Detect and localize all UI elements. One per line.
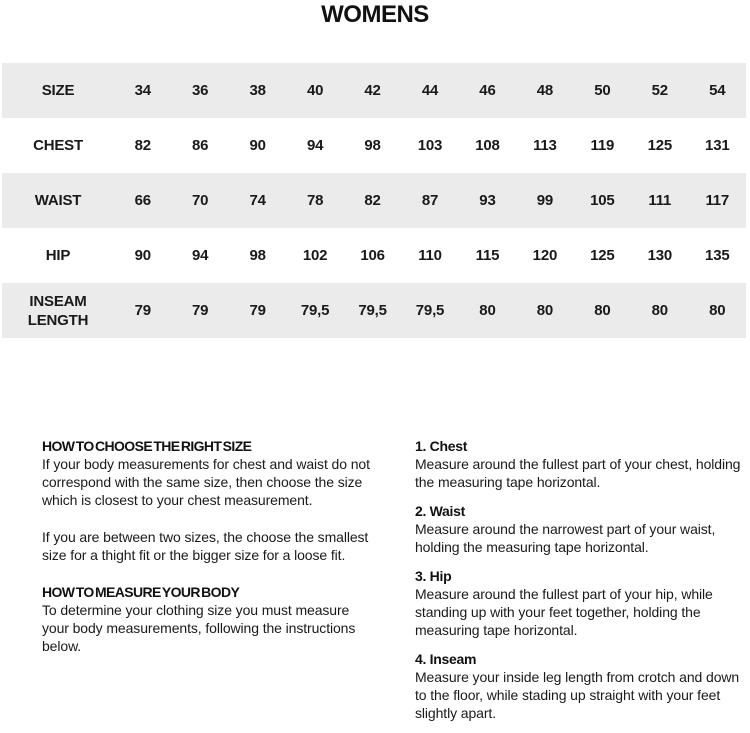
table-cell: 90 bbox=[134, 247, 151, 264]
size-table-body bbox=[2, 63, 746, 338]
table-cell: 48 bbox=[536, 82, 554, 99]
table-cell: 42 bbox=[364, 82, 381, 99]
table-cell: 54 bbox=[709, 82, 726, 99]
table-cell: 115 bbox=[475, 247, 500, 264]
table-cell: 66 bbox=[134, 192, 151, 209]
table-row bbox=[2, 118, 746, 173]
table-cell: 98 bbox=[364, 137, 381, 154]
table-cell: 80 bbox=[651, 302, 668, 319]
table-cell: 80 bbox=[594, 302, 611, 319]
table-cell: 82 bbox=[134, 137, 151, 154]
measure-step-hip bbox=[415, 567, 745, 639]
table-cell: 102 bbox=[302, 247, 328, 264]
table-cell: 74 bbox=[249, 192, 266, 209]
choose-size-paragraph: If your body measurements for chest and waist do not correspond with the same size, then choose the size which is closest to your chest measurement. bbox=[42, 456, 370, 508]
row-label: HIP bbox=[45, 247, 71, 264]
table-cell: 79 bbox=[134, 302, 151, 319]
measure-step-inseam bbox=[415, 650, 745, 722]
measure-steps-column bbox=[415, 437, 745, 733]
row-label: WAIST bbox=[34, 192, 82, 209]
step-body: Measure around the fullest part of your hip, while standing up with your feet together, holding the measuring tape horizontal. bbox=[415, 586, 713, 638]
step-heading: 1. Chest bbox=[415, 438, 468, 454]
table-cell: 86 bbox=[192, 137, 209, 154]
table-cell: 117 bbox=[705, 192, 730, 209]
table-cell: 87 bbox=[421, 192, 439, 209]
table-cell: 82 bbox=[364, 192, 381, 209]
table-cell: 105 bbox=[590, 192, 615, 209]
table-row bbox=[2, 173, 746, 228]
measuring-guide bbox=[0, 437, 750, 733]
table-cell: 135 bbox=[705, 247, 730, 264]
step-heading: 2. Waist bbox=[415, 503, 465, 519]
step-heading: 3. Hip bbox=[415, 568, 452, 584]
table-cell: 80 bbox=[536, 302, 554, 319]
table-cell: 125 bbox=[647, 137, 673, 154]
step-body: Measure around the narrowest part of your waist, holding the measuring tape horizontal. bbox=[415, 521, 716, 555]
table-cell: 44 bbox=[421, 82, 439, 99]
table-cell: 106 bbox=[360, 247, 385, 264]
table-cell: 46 bbox=[479, 82, 496, 99]
table-cell: 34 bbox=[134, 82, 151, 99]
measure-step-chest bbox=[415, 437, 745, 491]
table-cell: 110 bbox=[418, 247, 442, 264]
row-label: INSEAM LENGTH bbox=[27, 292, 89, 329]
table-cell: 108 bbox=[475, 137, 500, 154]
table-cell: 79 bbox=[249, 302, 266, 319]
table-cell: 79,5 bbox=[300, 302, 330, 319]
step-body: Measure your inside leg length from crotch and down to the floor, while stading up straight with your feet slightly apart. bbox=[415, 669, 740, 721]
page-title: WOMENS bbox=[321, 1, 429, 28]
table-cell: 130 bbox=[647, 247, 673, 264]
table-cell: 80 bbox=[709, 302, 726, 319]
table-cell: 94 bbox=[306, 137, 324, 154]
table-cell: 79 bbox=[192, 302, 209, 319]
row-label: SIZE bbox=[41, 82, 75, 99]
table-cell: 36 bbox=[192, 82, 209, 99]
size-guide-page bbox=[0, 2, 750, 733]
measure-step-waist bbox=[415, 502, 745, 556]
table-cell: 79,5 bbox=[358, 302, 387, 319]
table-row bbox=[2, 63, 746, 118]
table-cell: 113 bbox=[533, 137, 557, 154]
size-advice-column bbox=[42, 437, 374, 733]
table-cell: 79,5 bbox=[415, 302, 445, 319]
measure-body-heading: HOW TO MEASURE YOUR BODY bbox=[42, 584, 240, 600]
table-cell: 131 bbox=[705, 137, 730, 154]
step-heading: 4. Inseam bbox=[415, 651, 477, 667]
table-cell: 78 bbox=[306, 192, 324, 209]
table-cell: 119 bbox=[590, 137, 615, 154]
size-table bbox=[2, 63, 746, 338]
step-body: Measure around the fullest part of your chest, holding the measuring tape horizontal. bbox=[415, 456, 741, 490]
table-cell: 94 bbox=[192, 247, 209, 264]
table-cell: 70 bbox=[192, 192, 209, 209]
table-cell: 99 bbox=[536, 192, 554, 209]
table-cell: 98 bbox=[249, 247, 266, 264]
table-cell: 93 bbox=[479, 192, 496, 209]
table-row bbox=[2, 228, 746, 283]
table-cell: 80 bbox=[479, 302, 496, 319]
table-cell: 125 bbox=[590, 247, 615, 264]
table-cell: 50 bbox=[594, 82, 611, 99]
table-cell: 52 bbox=[651, 82, 668, 99]
table-cell: 111 bbox=[648, 192, 672, 209]
table-cell: 38 bbox=[249, 82, 266, 99]
table-cell: 103 bbox=[417, 137, 443, 154]
between-sizes-paragraph: If you are between two sizes, the choose the smallest size for a thight fit or the bigger size for a loose fit. bbox=[42, 529, 369, 563]
table-cell: 40 bbox=[306, 82, 324, 99]
row-label: CHEST bbox=[33, 137, 83, 154]
table-row bbox=[2, 283, 746, 338]
choose-size-heading: HOW TO CHOOSE THE RIGHT SIZE bbox=[42, 438, 252, 454]
table-cell: 120 bbox=[532, 247, 558, 264]
measure-body-paragraph: To determine your clothing size you must measure your body measurements, following the instructions below. bbox=[42, 602, 356, 654]
table-cell: 90 bbox=[249, 137, 266, 154]
